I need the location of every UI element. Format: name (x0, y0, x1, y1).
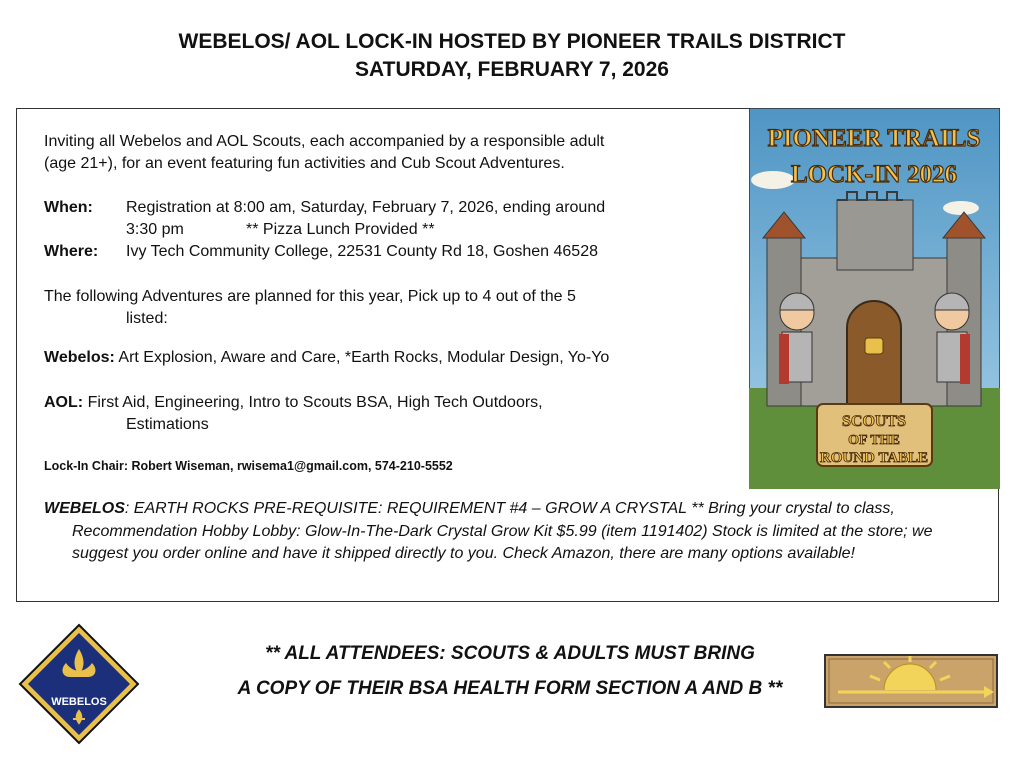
webelos-logo-text: WEBELOS (51, 696, 107, 708)
aol-adventures (44, 392, 543, 414)
aol-list-continued: Estimations (126, 416, 209, 433)
cloud-icon (943, 201, 979, 215)
where-label: Where: (44, 243, 99, 260)
poster-banner-line-3: ROUND TABLE (819, 450, 929, 466)
poster-title-line-1: PIONEER TRAILS (767, 125, 981, 152)
lunch-note: ** Pizza Lunch Provided ** (246, 221, 435, 238)
poster-title-line-2: LOCK-IN 2026 (791, 161, 957, 188)
webelos-adventures (44, 347, 609, 369)
padlock-icon (865, 338, 883, 354)
aol-list: First Aid, Engineering, Intro to Scouts BSA, High Tech Outdoors, (87, 394, 543, 411)
event-date: SATURDAY, FEBRUARY 7, 2026 (355, 58, 669, 81)
when-time: 3:30 pm (126, 221, 184, 238)
page-title: WEBELOS/ AOL LOCK-IN HOSTED BY PIONEER TRAILS DISTRICT (178, 30, 846, 53)
where-value: Ivy Tech Community College, 22531 County Rd 18, Goshen 46528 (126, 243, 598, 260)
page-header (0, 28, 1024, 84)
note-label: WEBELOS (44, 500, 125, 517)
intro-line-1: Inviting all Webelos and AOL Scouts, each accompanied by a responsible adult (44, 133, 605, 150)
when-label: When: (44, 199, 93, 216)
arrow-of-light-badge (824, 654, 998, 708)
knight-left-icon (779, 293, 814, 384)
webelos-logo (18, 623, 140, 745)
intro-line-2: (age 21+), for an event featuring fun activities and Cub Scout Adventures. (44, 155, 565, 172)
lock-in-chair: Lock-In Chair: Robert Wiseman, rwisema1@gmail.com, 574-210-5552 (44, 459, 453, 473)
health-form-notice-line-2: A COPY OF THEIR BSA HEALTH FORM SECTION A AND B ** (237, 678, 783, 699)
earth-rocks-note (44, 498, 972, 566)
webelos-label: Webelos: (44, 349, 115, 366)
adventures-line-2: listed: (126, 310, 168, 327)
knight-right-icon (935, 293, 970, 384)
note-text: : EARTH ROCKS PRE-REQUISITE: REQUIREMENT #4 – GROW A CRYSTAL ** Bring your crystal to class, Recommendation Hobby Lobby: Glow-In-The-Dark Crystal Grow Kit $5.99 (item 1191402) Stock is limited at the store; we suggest you order online and have it shipped directly to you. Check Amazon, there are many options available! (72, 500, 933, 562)
aol-label: AOL: (44, 394, 84, 411)
poster-banner-line-1: SCOUTS (841, 413, 907, 430)
adventures-line-1: The following Adventures are planned for this year, Pick up to 4 out of the 5 (44, 288, 576, 305)
when-value: Registration at 8:00 am, Saturday, February 7, 2026, ending around (126, 199, 606, 216)
webelos-list: Art Explosion, Aware and Care, *Earth Rocks, Modular Design, Yo-Yo (118, 349, 610, 366)
lock-in-poster (749, 108, 1000, 489)
poster-banner-line-2: OF THE (848, 433, 900, 448)
health-form-notice-line-1: ** ALL ATTENDEES: SCOUTS & ADULTS MUST BRING (265, 643, 755, 664)
cloud-icon (751, 171, 795, 189)
